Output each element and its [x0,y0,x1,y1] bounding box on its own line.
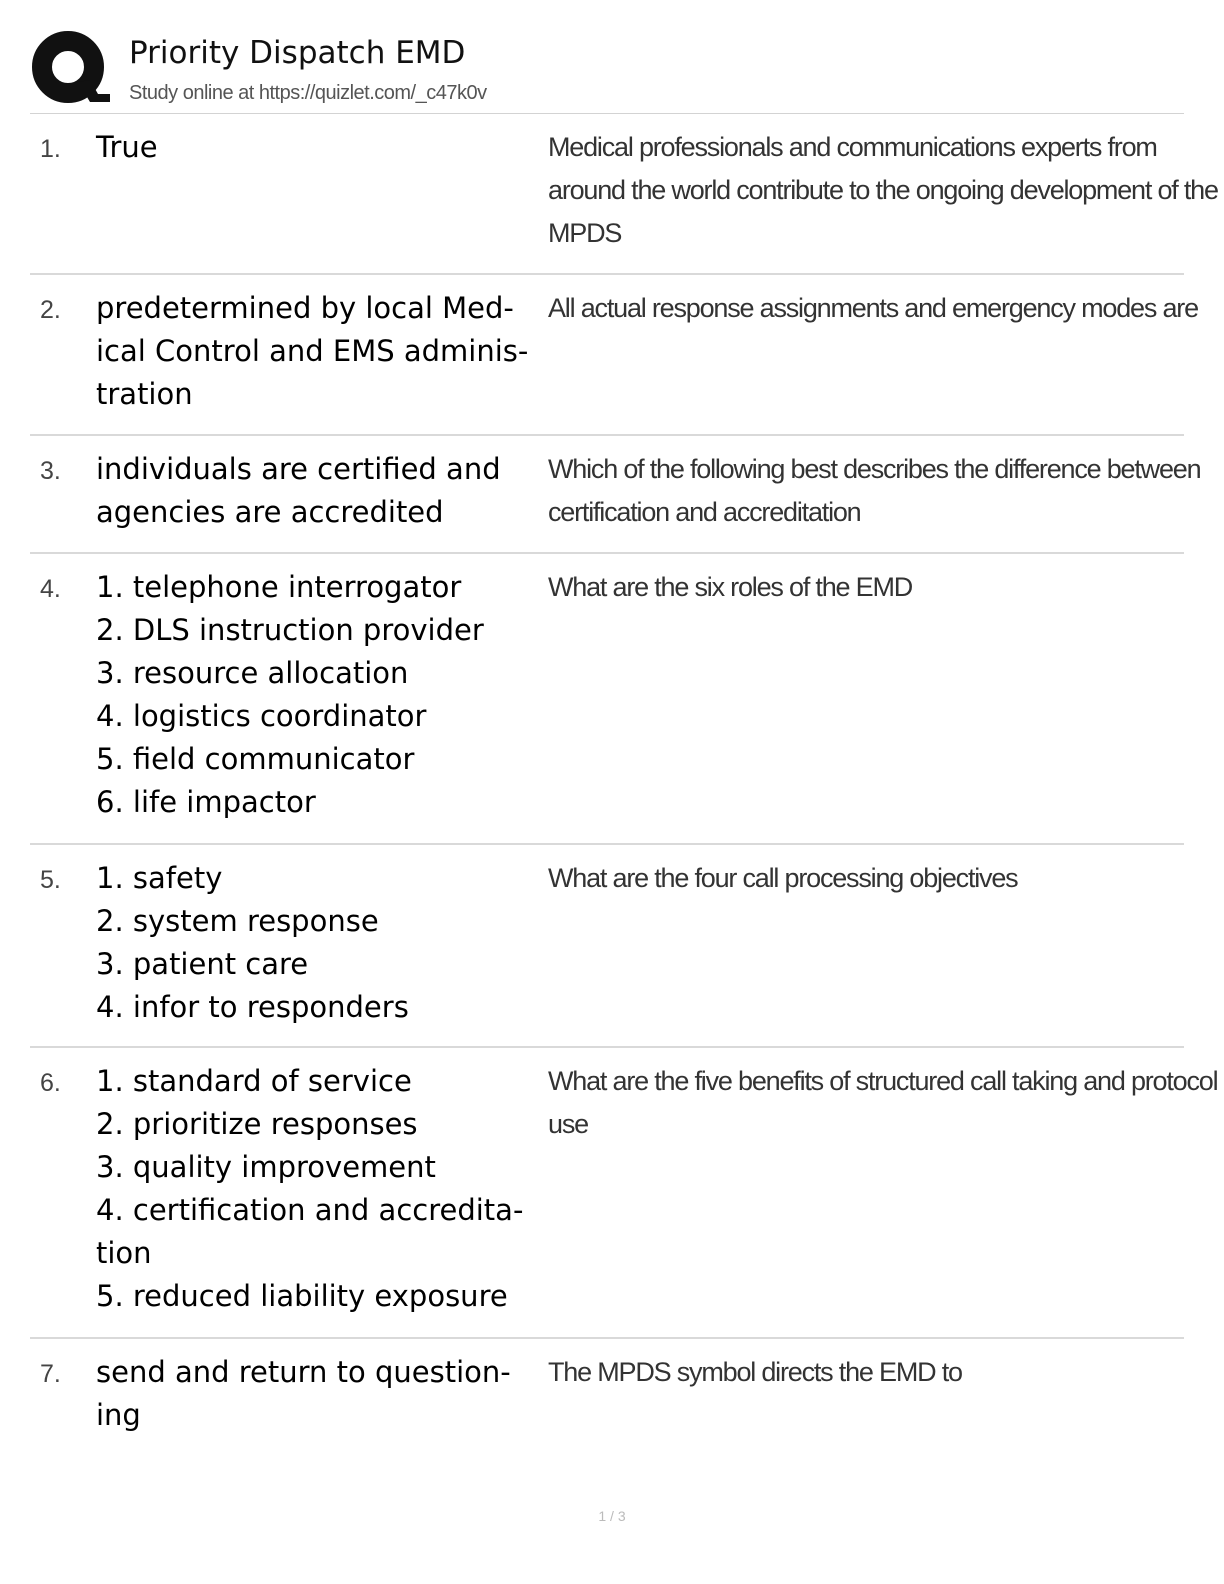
term-line: send and return to question- [96,1355,511,1389]
card-definition [548,1339,1184,1394]
term-line: 1. telephone interrogator [96,570,462,604]
card-number: 4. [40,575,61,603]
flashcard-row [30,114,1218,275]
card-term [96,554,548,824]
term-line: 4. infor to responders [96,990,409,1024]
deck-title: Priority Dispatch EMD [129,35,466,71]
flashcard-row [30,554,1184,845]
definition-line: What are the five benefits of structured call taking and protocol [548,1066,1218,1096]
term-line: 2. DLS instruction provider [96,613,484,647]
card-definition [548,436,1216,534]
flashcard-row [30,436,1201,554]
definition-line: MPDS [548,218,622,248]
term-line: 6. life impactor [96,785,316,819]
card-definition [548,1048,1224,1146]
card-number: 6. [40,1069,61,1097]
card-number: 5. [40,866,61,894]
term-line: 4. certification and accredita- [96,1193,524,1227]
card-definition [548,114,1224,255]
definition-line: The MPDS symbol directs the EMD to [548,1357,962,1387]
term-line: 2. prioritize responses [96,1107,418,1141]
term-line: predetermined by local Med- [96,291,514,325]
study-online-link[interactable]: Study online at https://quizlet.com/_c47k0v [129,82,487,104]
flashcard-row [30,845,1184,1048]
flashcard-row [30,1339,1184,1459]
flashcard-list [30,114,1218,1459]
card-definition [548,275,1214,330]
term-line: 2. system response [96,904,379,938]
term-line: 5. reduced liability exposure [96,1279,508,1313]
quizlet-logo-icon [30,30,110,110]
term-line: agencies are accredited [96,495,444,529]
page-header [30,30,1184,114]
term-line: individuals are certified and [96,452,501,486]
term-line: 1. standard of service [96,1064,412,1098]
term-line: ing [96,1398,141,1432]
page-number: 1 / 3 [598,1508,626,1524]
term-line: True [96,130,158,164]
card-number: 1. [40,135,61,163]
card-term [96,275,548,416]
definition-line: What are the six roles of the EMD [548,572,913,602]
card-term [96,436,548,534]
card-number: 2. [40,296,61,324]
card-definition [548,845,1184,900]
term-line: 4. logistics coordinator [96,699,427,733]
definition-line: What are the four call processing objectives [548,863,1018,893]
card-number: 7. [40,1360,61,1388]
term-line: tion [96,1236,152,1270]
card-definition [548,554,1184,609]
card-term [96,1339,548,1437]
term-line: 3. resource allocation [96,656,409,690]
term-line: 5. field communicator [96,742,415,776]
definition-line: Which of the following best describes the difference between [548,454,1201,484]
card-term [96,845,548,1029]
term-line: 3. quality improvement [96,1150,436,1184]
definition-line: around the world contribute to the ongoing development of the [548,175,1218,205]
term-line: 1. safety [96,861,223,895]
definition-line: use [548,1109,588,1139]
card-term [96,1048,548,1318]
definition-line: All actual response assignments and emergency modes are [548,293,1198,323]
definition-line: certification and accreditation [548,497,861,527]
definition-line: Medical professionals and communications experts from [548,132,1157,162]
term-line: 3. patient care [96,947,309,981]
flashcard-row [30,1048,1218,1339]
card-term [96,114,548,169]
flashcard-row [30,275,1198,436]
term-line: ical Control and EMS adminis- [96,334,529,368]
card-number: 3. [40,457,61,485]
term-line: tration [96,377,193,411]
